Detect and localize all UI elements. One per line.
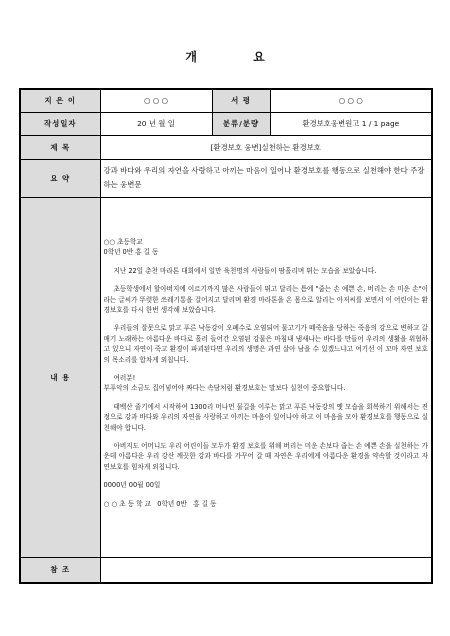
content-paragraph: 우리들의 잘못으로 맑고 푸른 낙동강이 오폐수로 오염되어 물고기가 떼죽음을 당하는 죽음의 강으로 변하고 갈매기 노래하는 아름다운 바다로 흘러 들어간 오염된 강물은 마침내 냄새나는 바다를 만들어 우리의 생활을 위협하고 있으니 자연이 죽고 환경이 파괴된다면 우리의 생명은 과연 살아 남을 수 있겠느냐고 여기선 이 꼬마 자연 보호의 목소리를 합차게 외칩니다.: [103, 324, 428, 364]
speaker-line: ○○ 초등학교 0학년 0반 홍 길 동: [103, 237, 159, 257]
date-value: 20 년 월 일: [100, 112, 212, 135]
review-label: 서 평: [212, 89, 270, 112]
subject-row: [20, 135, 432, 159]
summary-value: 강과 바다와 우리의 자연을 사랑하고 아끼는 마음이 일어나 환경보호를 행동으로 실천해야 한다 주장하는 웅변문: [100, 159, 432, 197]
content-row: [20, 197, 432, 557]
author-value: ○ ○ ○: [100, 89, 212, 112]
summary-form-table: [19, 88, 433, 584]
reference-row: [20, 557, 432, 583]
content-body: [100, 197, 432, 557]
date-row: [20, 112, 432, 135]
reference-label: 참 조: [20, 557, 100, 583]
content-paragraph: 태백산 줄기에서 시작하여 1300리 머나먼 물길을 이루는 맑고 푸른 낙동강의 옛 모습을 회복하기 위해서는 진정으로 강과 바다와 우리의 자연을 사랑하고 아끼는 마음이 일어나야 하고 이 마음을 모아 환경보호를 행동으로 실천해야 합니다.: [103, 402, 428, 432]
author-row: [20, 89, 432, 112]
summary-row: [20, 159, 432, 197]
author-label: 지 은 이: [20, 89, 100, 112]
content-paragraph: 초등학생에서 할아버지에 이르기까지 많은 사람들이 뛰고 달리는 틈에 "줍는 손 예쁜 손, 버리는 손 미운 손"이라는 글씨가 뚜렷한 쓰레기통을 걸어지고 달리며 환경 마라톤을 온 몸으로 알리는 아저씨를 보면서 이 어린이는 환경보호를 다시 한번 생각해 보았습니다.: [103, 285, 428, 314]
review-value: ○ ○ ○: [270, 89, 432, 112]
category-label: 분류/분량: [212, 112, 270, 135]
reference-value: [100, 557, 432, 583]
date-label: 작성일자: [20, 112, 100, 135]
summary-label: 요 약: [20, 159, 100, 197]
date-line: 0000년 00월 00일: [103, 481, 161, 490]
content-paragraph: 아버지도 어머니도 우리 어린이들 모두가 환경 보호를 위해 버리는 미운 손보다 줍는 손 예쁜 손을 실천하는 가운데 아름다운 우리 강산 깨끗한 강과 바다를 가꾸어 갈 때 자연은 우리에게 아름다운 환경을 약속할 것이라고 자연보호를 힘차게 외칩니다.: [103, 442, 428, 471]
content-paragraph: 지난 22일 춘천 마라톤 대회에서 일만 육천명의 사람들이 땀흘리며 뛰는 모습을 보았습니다.: [113, 266, 377, 275]
content-label: 내 용: [20, 197, 100, 557]
subject-label: 제 목: [20, 135, 100, 159]
signature-line: ○ ○ 초 등 학 교 0학년 0반 홍 길 동: [103, 499, 217, 508]
content-paragraph: 여러분! 부푸악의 소금도 집어넣어야 짜다는 속담처럼 환경보호는 말보다 실천이 중요합니다.: [103, 374, 346, 393]
subject-value: [환경보호 웅변]실천하는 환경보호: [100, 135, 432, 159]
category-value: 환경보호웅변원고 1 / 1 page: [270, 112, 432, 135]
document-title: 개 요: [185, 50, 291, 64]
